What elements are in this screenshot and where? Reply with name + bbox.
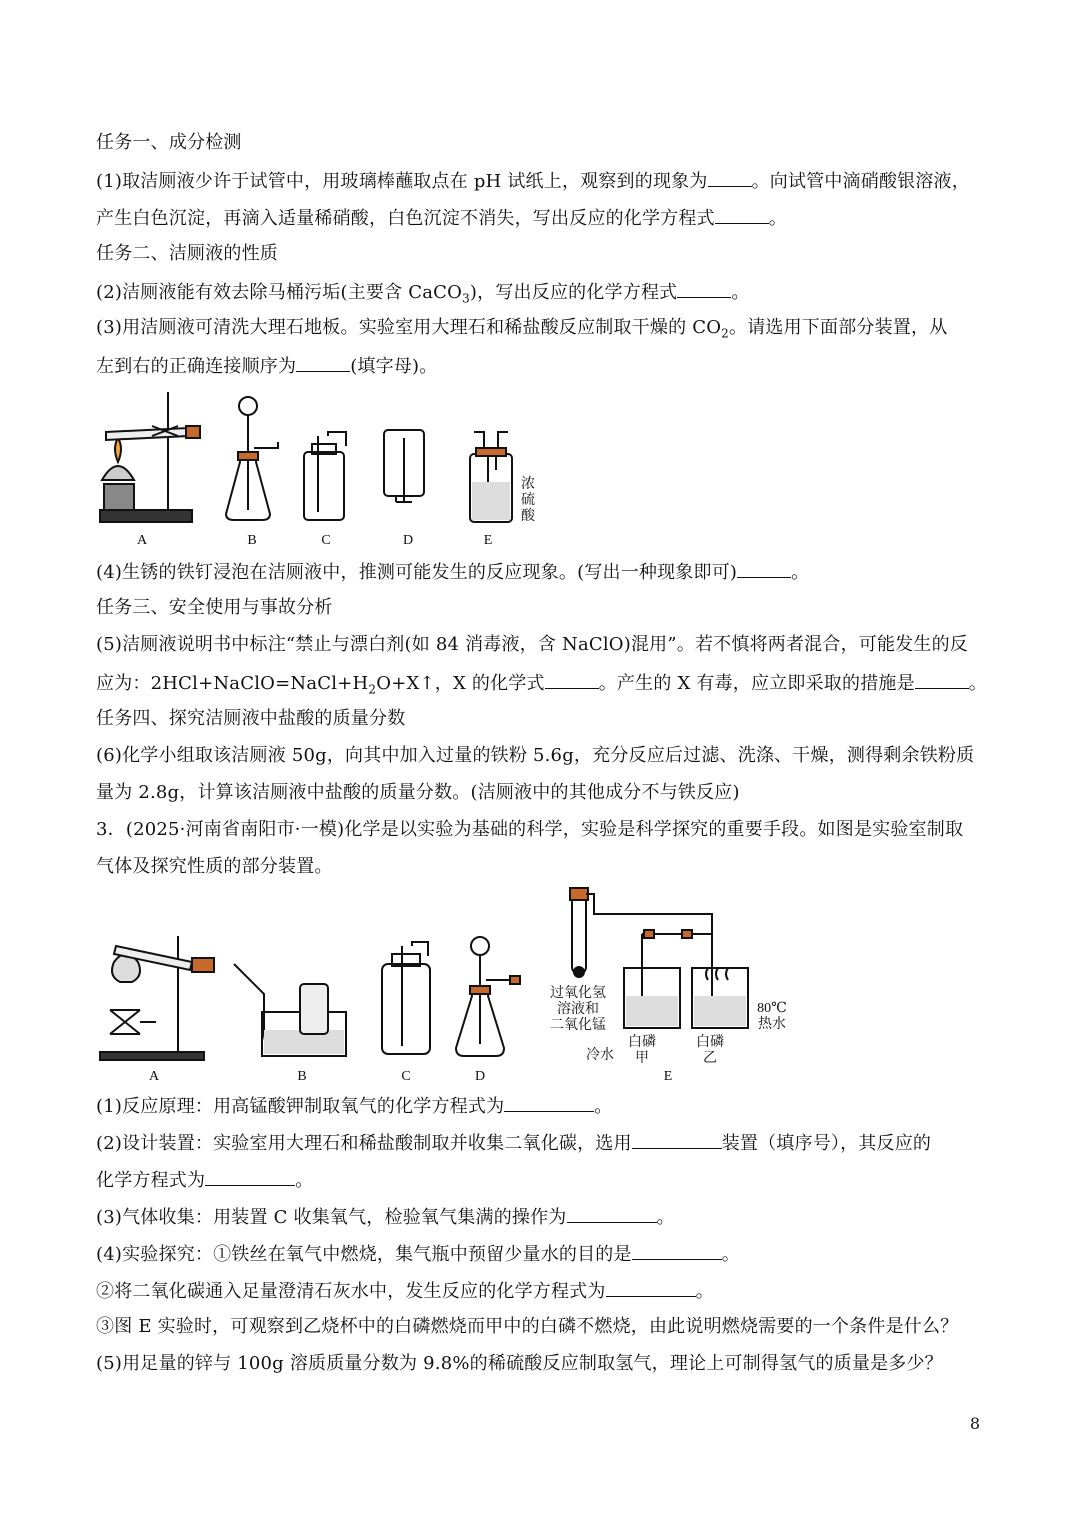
p3-q2-line2 xyxy=(96,1167,313,1193)
label-c2: C xyxy=(401,1069,411,1084)
q5-text-b: O+X↑，X 的化学式 xyxy=(376,673,545,694)
apparatus-figure-2 xyxy=(96,884,816,1084)
answer-blank[interactable] xyxy=(632,1241,722,1260)
problem3-line2: 气体及探究性质的部分装置。 xyxy=(96,856,333,877)
apparatus-d xyxy=(384,430,424,502)
apparatus-b2 xyxy=(234,964,346,1056)
q4-line xyxy=(96,559,809,585)
white-phosphorus-jia-1: 白磷 xyxy=(628,1035,656,1050)
p3-q1-text-a: (1)反应原理：用高锰酸钾制取氧气的化学方程式为 xyxy=(96,1096,505,1117)
q6-line1: (6)化学小组取该洁厕液 50g，向其中加入过量的铁粉 5.6g，充分反应后过滤、洗涤、干燥，测得剩余铁粉质 xyxy=(96,745,975,766)
q5-text-c: 。产生的 X 有毒，应立即采取的措施是 xyxy=(598,673,915,694)
answer-blank[interactable] xyxy=(296,353,350,372)
q3-line2 xyxy=(96,353,437,379)
p3-q2-text-c: 化学方程式为 xyxy=(96,1170,206,1191)
q3-text-a: (3)用洁厕液可清洗大理石地板。实验室用大理石和稀盐酸反应制取干燥的 CO xyxy=(96,317,722,338)
answer-blank[interactable] xyxy=(708,168,752,187)
q3-line1 xyxy=(96,316,947,346)
p3-q2-text-a: (2)设计装置：实验室用大理石和稀盐酸制取并收集二氧化碳，选用 xyxy=(96,1133,632,1154)
q1-text-c: 产生白色沉淀，再滴入适量稀硝酸，白色沉淀不消失，写出反应的化学方程式 xyxy=(96,208,715,229)
p3-q4-line2 xyxy=(96,1278,714,1304)
answer-blank[interactable] xyxy=(915,670,969,689)
label-a2: A xyxy=(148,1069,160,1084)
p3-q4-text-d: 。 xyxy=(695,1281,714,1302)
q3-text-b: 。请选用下面部分装置，从 xyxy=(729,317,948,338)
h2o2-label-1: 过氧化氢 xyxy=(550,986,606,1001)
p3-q1-line xyxy=(96,1093,613,1119)
h2o2-label-3: 二氧化锰 xyxy=(550,1018,606,1033)
p3-q2-text-d: 。 xyxy=(295,1170,314,1191)
hot-water-label-1: 80℃ xyxy=(757,1001,787,1016)
apparatus-a xyxy=(100,392,200,522)
h2o2-label-2: 溶液和 xyxy=(557,1002,599,1017)
apparatus-d2 xyxy=(456,937,520,1056)
label-b2: B xyxy=(297,1069,307,1084)
answer-blank[interactable] xyxy=(567,1204,657,1223)
q2-text-b: )，写出反应的化学方程式 xyxy=(469,282,678,303)
apparatus-a2 xyxy=(100,936,214,1060)
apparatus-b xyxy=(226,397,278,520)
q6-line2: 量为 2.8g，计算该洁厕液中盐酸的质量分数。(洁厕液中的其他成分不与铁反应) xyxy=(96,782,740,803)
p3-q2-text-b: 装置（填序号），其反应的 xyxy=(721,1133,932,1154)
label-e2: E xyxy=(663,1069,673,1084)
acid-label-3: 酸 xyxy=(521,509,535,524)
answer-blank[interactable] xyxy=(545,670,599,689)
q3-text-d: (填字母)。 xyxy=(350,356,438,377)
answer-blank[interactable] xyxy=(715,205,769,224)
acid-label-1: 浓 xyxy=(521,477,535,492)
apparatus-e xyxy=(470,432,512,522)
problem3-line1: 3．(2025·河南省南阳市·一模)化学是以实验为基础的科学，实验是科学探究的重要手段。如图是实验室制取 xyxy=(96,819,964,840)
p3-q1-text-b: 。 xyxy=(594,1096,613,1117)
q4-text-a: (4)生锈的铁钉浸泡在洁厕液中，推测可能发生的反应现象。(写出一种现象即可) xyxy=(96,562,738,583)
page-number: 8 xyxy=(969,1414,980,1433)
answer-blank[interactable] xyxy=(606,1278,696,1297)
p3-q4-line3: ③图 E 实验时，可观察到乙烧杯中的白磷燃烧而甲中的白磷不燃烧，由此说明燃烧需要的一个条件是什么？ xyxy=(96,1316,959,1337)
p3-q3-text-b: 。 xyxy=(656,1207,675,1228)
answer-blank[interactable] xyxy=(504,1093,594,1112)
q1-text-b: 。向试管中滴硝酸银溶液， xyxy=(751,171,970,192)
answer-blank[interactable] xyxy=(632,1130,722,1149)
p3-q4-text-c: ②将二氧化碳通入足量澄清石灰水中，发生反应的化学方程式为 xyxy=(96,1281,606,1302)
p3-q3-text-a: (3)气体收集：用装置 C 收集氧气，检验氧气集满的操作为 xyxy=(96,1207,567,1228)
q1-text-d: 。 xyxy=(768,208,787,229)
white-phosphorus-yi-1: 白磷 xyxy=(696,1035,724,1050)
p3-q3-line xyxy=(96,1204,675,1230)
p3-q4-text-b: 。 xyxy=(721,1244,740,1265)
hot-water-label-2: 热水 xyxy=(758,1017,786,1032)
q1-text-a: (1)取洁厕液少许于试管中，用玻璃棒蘸取点在 pH 试纸上，观察到的现象为 xyxy=(96,171,708,192)
p3-q4-line1 xyxy=(96,1241,740,1267)
apparatus-figure-1 xyxy=(96,392,556,552)
label-a: A xyxy=(136,533,148,548)
q1-line2 xyxy=(96,205,787,231)
cold-water-label: 冷水 xyxy=(586,1048,614,1063)
p3-q4-text-a: (4)实验探究：①铁丝在氧气中燃烧，集气瓶中预留少量水的目的是 xyxy=(96,1244,632,1265)
q1-line1 xyxy=(96,168,970,194)
answer-blank[interactable] xyxy=(205,1167,295,1186)
q4-text-b: 。 xyxy=(791,562,810,583)
task1-title: 任务一、成分检测 xyxy=(96,132,242,153)
label-d: D xyxy=(402,533,414,548)
apparatus-c2 xyxy=(382,942,430,1054)
q5-subscript: 2 xyxy=(368,682,377,697)
label-d2: D xyxy=(474,1069,486,1084)
white-phosphorus-yi-2: 乙 xyxy=(703,1051,717,1066)
answer-blank[interactable] xyxy=(737,559,791,578)
acid-label-2: 硫 xyxy=(521,493,535,508)
label-b: B xyxy=(247,533,257,548)
q2-text-a: (2)洁厕液能有效去除马桶污垢(主要含 CaCO xyxy=(96,282,463,303)
answer-blank[interactable] xyxy=(677,279,731,298)
white-phosphorus-jia-2: 甲 xyxy=(635,1051,649,1066)
task3-title: 任务三、安全使用与事故分析 xyxy=(96,597,333,618)
q3-subscript: 2 xyxy=(721,326,729,341)
apparatus-c xyxy=(304,432,346,520)
task2-title: 任务二、洁厕液的性质 xyxy=(96,243,278,264)
q2-subscript: 3 xyxy=(462,291,470,306)
q5-line1: (5)洁厕液说明书中标注“禁止与漂白剂(如 84 消毒液，含 NaClO)混用”。若不慎将两者混合，可能发生的反 xyxy=(96,634,968,655)
label-c: C xyxy=(321,533,331,548)
q5-text-a: 应为：2HCl+NaClO=NaCl+H xyxy=(96,673,369,694)
q2-text-c: 。 xyxy=(731,282,750,303)
p3-q5-line: (5)用足量的锌与 100g 溶质质量分数为 9.8%的稀硫酸反应制取氢气，理论上可制得氢气的质量是多少？ xyxy=(96,1353,943,1374)
task4-title: 任务四、探究洁厕液中盐酸的质量分数 xyxy=(96,708,406,729)
label-e: E xyxy=(483,533,493,548)
q5-line2 xyxy=(96,670,987,702)
q2-line xyxy=(96,279,750,311)
q3-text-c: 左到右的正确连接顺序为 xyxy=(96,356,297,377)
p3-q2-line1 xyxy=(96,1130,931,1156)
q5-text-d: 。 xyxy=(968,673,987,694)
